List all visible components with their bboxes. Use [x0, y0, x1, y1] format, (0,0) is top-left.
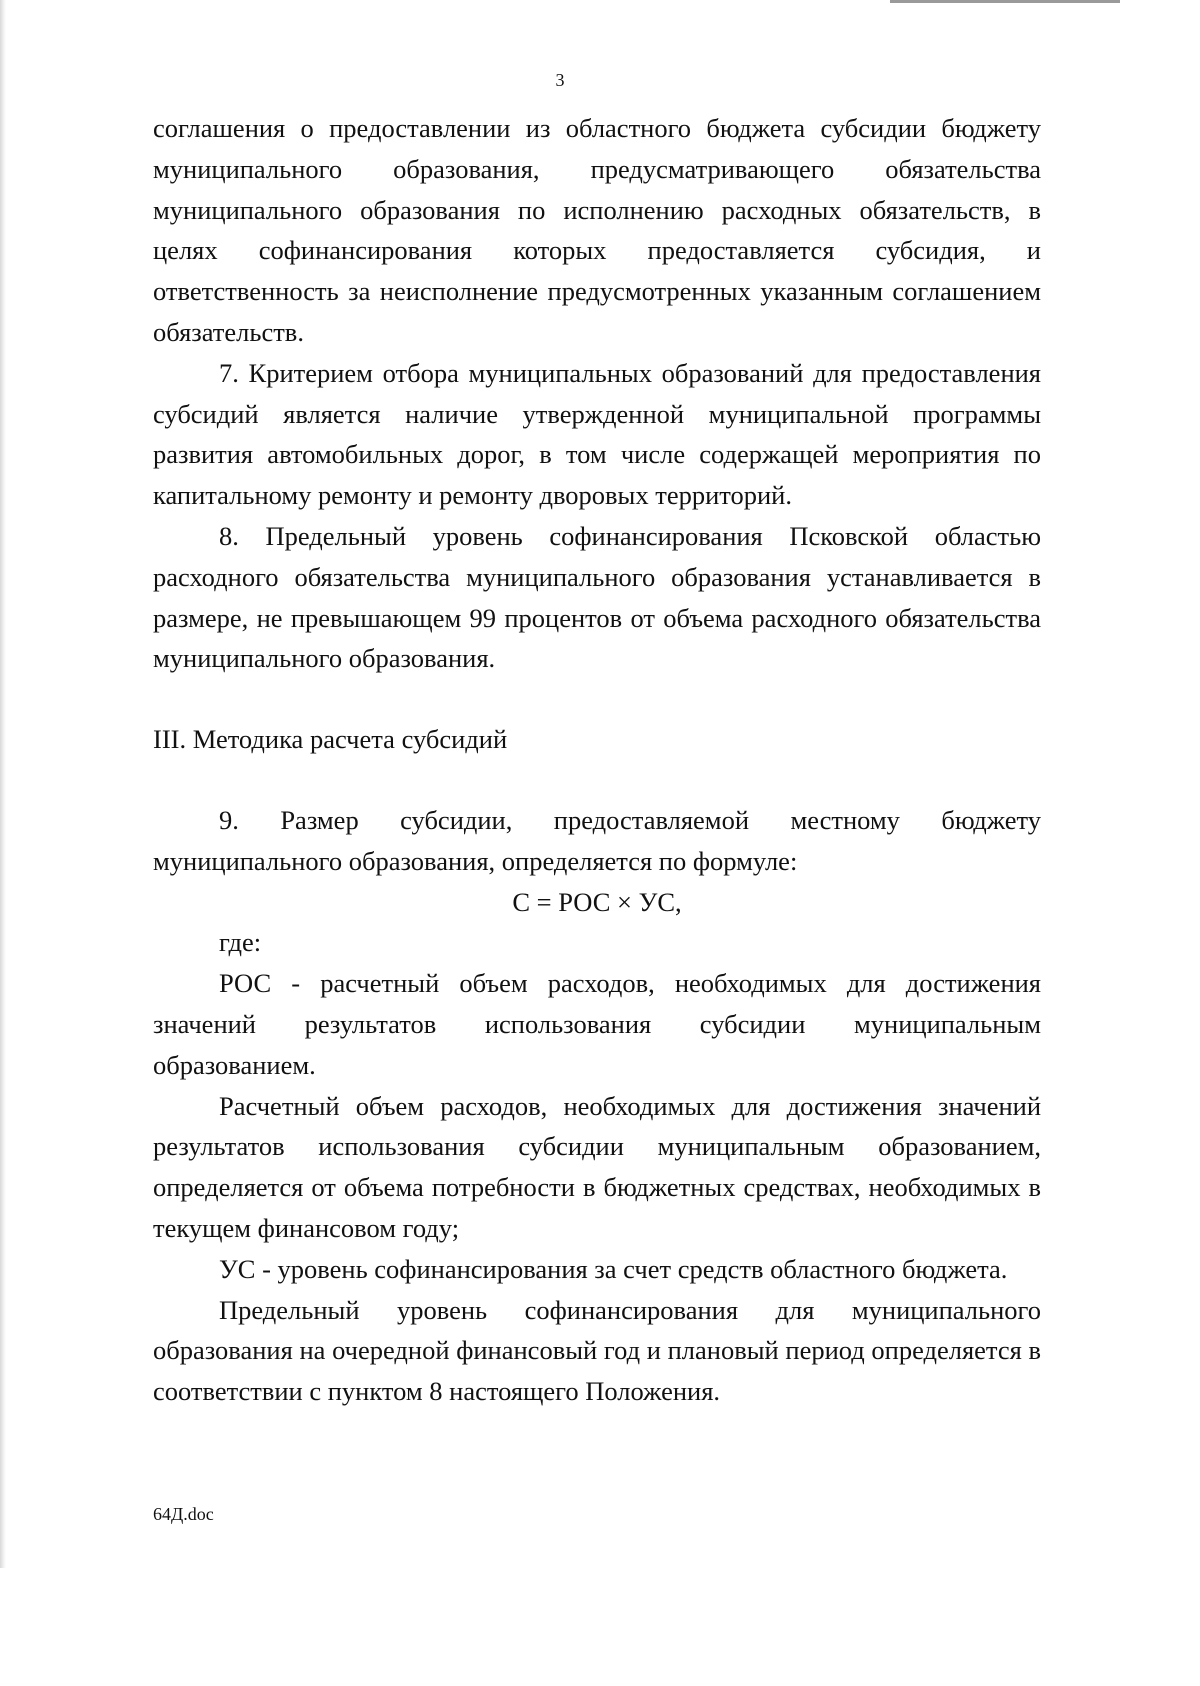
- paragraph-8: 8. Предельный уровень софинансирования Псковской областью расходного обязательства муниципального образования устанавливается в размере, не превышающем 99 процентов от объема расходного обязательства муниципального образования.: [153, 520, 1041, 674]
- scan-edge-top: [890, 0, 1120, 3]
- section-heading: III. Методика расчета субсидий: [153, 724, 508, 755]
- paragraph-continuation: соглашения о предоставлении из областного бюджета субсидии бюджету муниципального образования, предусматривающего обязательства муниципального образования по исполнению расходных обязательств, в целях софинансирования которых предоставляется субсидия, и ответственность за неисполнение предусмотренных указанным соглашением обязательств.: [153, 113, 1041, 347]
- formula: С = РОС × УС,: [512, 886, 682, 917]
- page-number: 3: [555, 70, 565, 90]
- where-label: где:: [219, 927, 262, 958]
- paragraph-9: 9. Размер субсидии, предоставляемой местному бюджету муниципального образования, определяется по формуле:: [153, 804, 1041, 876]
- definition-ros: РОС - расчетный объем расходов, необходимых для достижения значений результатов использования субсидии муниципальным образованием.: [153, 968, 1041, 1080]
- definition-ros-detail: Расчетный объем расходов, необходимых для достижения значений результатов использования субсидии муниципальным образованием, определяется от объема потребности в бюджетных средствах, необходимых в текущем финансовом году;: [153, 1090, 1041, 1243]
- document-body: [153, 108, 1041, 1412]
- scan-edge: [0, 0, 6, 1568]
- definition-us: УС - уровень софинансирования за счет средств областного бюджета.: [219, 1253, 1008, 1284]
- cofinancing-limit-paragraph: Предельный уровень софинансирования для муниципального образования на очередной финансовый год и плановый период определяется в соответствии с пунктом 8 настоящего Положения.: [153, 1294, 1041, 1407]
- paragraph-7: 7. Критерием отбора муниципальных образований для предоставления субсидий является наличие утвержденной муниципальной программы развития автомобильных дорог, в том числе содержащей мероприятия по капитальному ремонту и ремонту дворовых территорий.: [153, 357, 1041, 511]
- file-name-footer: 64Д.doc: [153, 1504, 214, 1524]
